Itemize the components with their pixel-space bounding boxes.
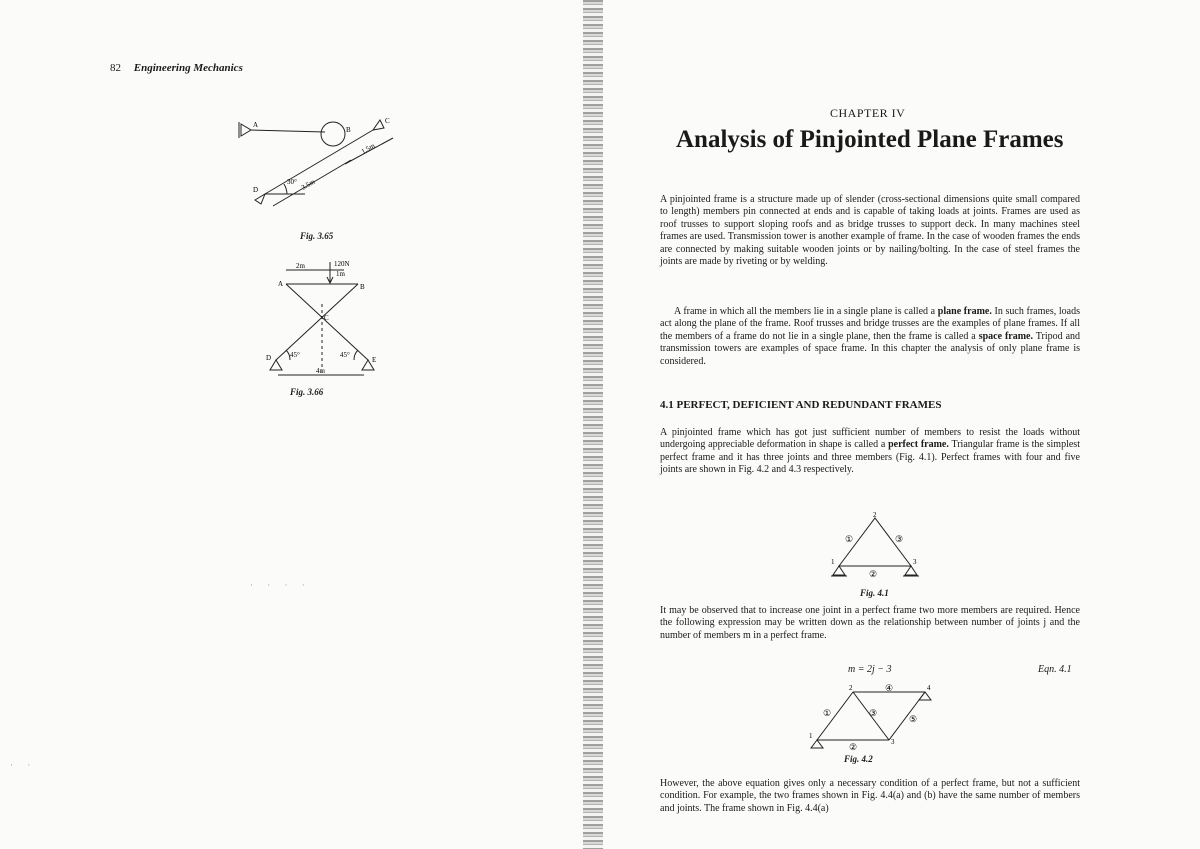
fig-366-load: 120N	[334, 260, 350, 268]
fig-366-label-d: D	[266, 354, 272, 362]
fig-365-label-a: A	[253, 121, 259, 129]
pulley-b	[321, 122, 345, 146]
fig-41-caption: Fig. 4.1	[860, 588, 889, 598]
fig-366-angle-left: 45°	[290, 351, 300, 359]
term-perfect-frame: perfect frame.	[888, 439, 949, 451]
member-dc	[265, 130, 373, 194]
fig-42-caption: Fig. 4.2	[844, 754, 873, 764]
scan-noise: · · · ·	[250, 580, 311, 590]
term-space-frame: space frame.	[978, 330, 1033, 342]
scan-noise: · ·	[10, 760, 37, 770]
fig-366-label-a: A	[278, 280, 284, 288]
member-label: ⑤	[909, 714, 918, 724]
text-span: In such frames, loads act along the plane of the frame. Roof trusses and bridge trusses are the examples of plane frames. If all the members of a frame do not lie in a single plane, then the frame is called a	[660, 306, 1080, 342]
term-plane-frame: plane frame.	[937, 306, 992, 317]
text-span: A pinjointed frame which has got just sufficient number of members to resist the loads without undergoing appreciable deformation in shape is called a	[660, 427, 1080, 451]
observation-paragraph: It may be observed that to increase one joint in a perfect frame two more members are required. Hence the following expression may be written down as the relationship between number of joints j and the number of members m in a perfect frame.	[660, 605, 1080, 641]
support-1	[811, 740, 823, 748]
member-label: ②	[869, 569, 878, 579]
left-page	[0, 0, 585, 849]
support-a	[239, 122, 251, 138]
member-label: ③	[869, 708, 878, 718]
fig-366-dim-2m: 2m	[296, 262, 305, 270]
plane-frame-paragraph	[660, 306, 1080, 368]
joint-label: 1	[831, 558, 835, 566]
member-label: ②	[849, 742, 858, 752]
figure-4-1	[825, 512, 925, 580]
member-ab	[251, 130, 325, 132]
fig-366-label-b: B	[360, 283, 365, 291]
joint-label: 3	[891, 738, 895, 746]
fig-365-label-d: D	[253, 186, 259, 194]
chapter-title: Analysis of Pinjointed Plane Frames	[676, 126, 1064, 153]
fig-366-angle-right: 45°	[340, 351, 350, 359]
section-heading: 4.1 PERFECT, DEFICIENT AND REDUNDANT FRAMES	[660, 399, 942, 411]
fig-366-label-c: C	[324, 314, 329, 322]
fig-366-dim-4m: 4m	[316, 367, 325, 375]
text-span: Triangular frame is the simplest perfect frame and it has three joints and three members (Fig. 4.1). Perfect frames with four and five joints are shown in Fig. 4.2 and 4.3 respectively.	[660, 439, 1080, 476]
figure-4-2	[805, 682, 945, 752]
member-label: ③	[895, 534, 904, 544]
chapter-label: CHAPTER IV	[830, 106, 906, 120]
support-right	[905, 566, 917, 575]
fig-365-caption: Fig. 3.65	[300, 231, 334, 241]
member-ae	[286, 284, 368, 360]
perfect-frame-paragraph	[660, 427, 1080, 477]
member-bd	[276, 284, 358, 360]
support-4	[919, 692, 931, 700]
support-d	[270, 360, 282, 370]
joint-label: 4	[927, 684, 931, 692]
fig-366-label-e: E	[372, 356, 377, 364]
text-span: A frame in which all the members lie in a single plane is called a	[674, 306, 938, 317]
support-c	[373, 120, 384, 130]
text-span: Tripod and transmission towers are examples of space frame. In this chapter the analysis of only plane frame is considered.	[660, 330, 1081, 367]
fig-365-dim-15: 1.5m	[360, 141, 377, 156]
figure-3-66	[250, 256, 380, 382]
joint-label: 3	[913, 558, 917, 566]
right-page	[600, 0, 1200, 849]
fig-366-dim-1m: 1m	[336, 270, 345, 278]
fig-365-dim-35: 3.5m	[300, 177, 317, 192]
figure-3-65	[225, 110, 405, 215]
member-label: ①	[845, 534, 854, 544]
fig-365-angle: 30°	[287, 178, 297, 186]
support-left	[833, 566, 845, 575]
equation-label: Eqn. 4.1	[1038, 664, 1072, 675]
joint-label: 1	[809, 732, 813, 740]
joint-label: 2	[873, 512, 877, 519]
closing-paragraph: However, the above equation gives only a necessary condition of a perfect frame, but not a sufficient condition. For example, the two frames shown in Fig. 4.4(a) and (b) have the same number of members and joints. The frame shown in Fig. 4.4(a)	[660, 778, 1080, 814]
fig-366-caption: Fig. 3.66	[290, 387, 324, 397]
running-head	[110, 62, 243, 74]
equation: m = 2j − 3	[848, 664, 892, 675]
running-title: Engineering Mechanics	[133, 62, 243, 74]
member-label: ①	[823, 708, 832, 718]
fig-365-label-b: B	[346, 126, 351, 134]
fig-365-label-c: C	[385, 117, 390, 125]
intro-paragraph: A pinjointed frame is a structure made up of slender (cross-sectional dimensions quite small compared to length) members pin connected at ends and is capable of taking loads at joints. Frames are used as roof trusses to support sloping roofs and as bridge trusses to support deck. In many machines steel frames are used. Transmission tower is another example of frame. In the case of wooden frames the ends are connected by making suitable wooden joints or by nailing/bolting. In the case of steel frames the joints are made by riveting or by welding.	[660, 194, 1080, 268]
member-label: ④	[885, 683, 894, 693]
joint-label: 2	[849, 684, 853, 692]
page-number: 82	[110, 62, 121, 74]
